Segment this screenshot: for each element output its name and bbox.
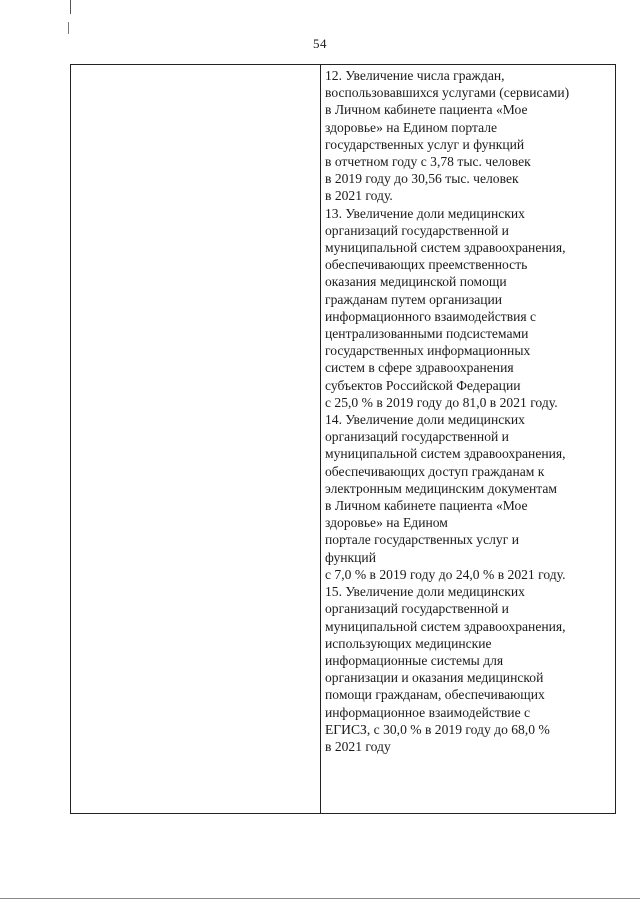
text-line: с 25,0 % в 2019 году до 81,0 в 2021 году. — [325, 394, 558, 410]
text-line: с 7,0 % в 2019 году до 24,0 % в 2021 году. — [325, 566, 566, 582]
text-line: использующих медицинские — [325, 635, 492, 651]
text-line: субъектов Российской Федерации — [325, 377, 521, 393]
text-line: здоровье» на Едином портале — [325, 119, 498, 135]
page-bottom-edge — [0, 898, 640, 899]
text-line: в 2019 году до 30,56 тыс. человек — [325, 171, 519, 187]
document-table — [70, 64, 616, 814]
text-line: помощи гражданам, обеспечивающих — [325, 687, 545, 703]
text-line: воспользовавшихся услугами (сервисами) — [325, 85, 570, 101]
text-line: обеспечивающих преемственность — [325, 257, 528, 273]
page-number: 54 — [313, 36, 327, 51]
text-line: в 2021 году. — [325, 188, 393, 204]
text-line: организации и оказания медицинской — [325, 670, 544, 686]
text-line: информационные системы для — [325, 652, 504, 668]
text-line: ЕГИСЗ, с 30,0 % в 2019 году до 68,0 % — [325, 721, 550, 737]
text-line: здоровье» на Едином — [325, 515, 448, 531]
text-line: обеспечивающих доступ гражданам к — [325, 463, 545, 479]
table-cell-left — [71, 65, 321, 813]
text-line: гражданам путем организации — [325, 291, 503, 307]
text-line: портале государственных услуг и — [325, 532, 519, 548]
text-line: функций — [325, 549, 376, 565]
text-line: организаций государственной и — [325, 429, 509, 445]
text-line: муниципальной систем здравоохранения, — [325, 618, 566, 634]
scan-artifact-mark — [70, 0, 71, 14]
text-line: оказания медицинской помощи — [325, 274, 507, 290]
text-line: организаций государственной и — [325, 601, 509, 617]
text-line: 14. Увеличение доли медицинских — [325, 412, 525, 428]
text-line: электронным медицинским документам — [325, 480, 557, 496]
table-cell-right — [321, 67, 617, 755]
text-line: 15. Увеличение доли медицинских — [325, 584, 525, 600]
text-line: информационное взаимодействие с — [325, 704, 531, 720]
text-line: 12. Увеличение числа граждан, — [325, 68, 505, 83]
text-line: систем в сфере здравоохранения — [325, 360, 514, 376]
text-line: информационного взаимодействия с — [325, 308, 537, 324]
text-line: государственных услуг и функций — [325, 136, 525, 152]
text-line: в Личном кабинете пациента «Мое — [325, 498, 528, 514]
scan-artifact-mark — [68, 22, 69, 34]
text-line: 13. Увеличение доли медицинских — [325, 205, 525, 221]
text-line: организаций государственной и — [325, 222, 509, 238]
text-line: муниципальной систем здравоохранения, — [325, 446, 566, 462]
text-line: в отчетном году с 3,78 тыс. человек — [325, 154, 531, 170]
text-line: муниципальной систем здравоохранения, — [325, 240, 566, 256]
text-line: централизованными подсистемами — [325, 326, 529, 342]
text-line: государственных информационных — [325, 343, 531, 359]
text-line: в 2021 году — [325, 738, 391, 754]
text-line: в Личном кабинете пациента «Мое — [325, 102, 528, 118]
